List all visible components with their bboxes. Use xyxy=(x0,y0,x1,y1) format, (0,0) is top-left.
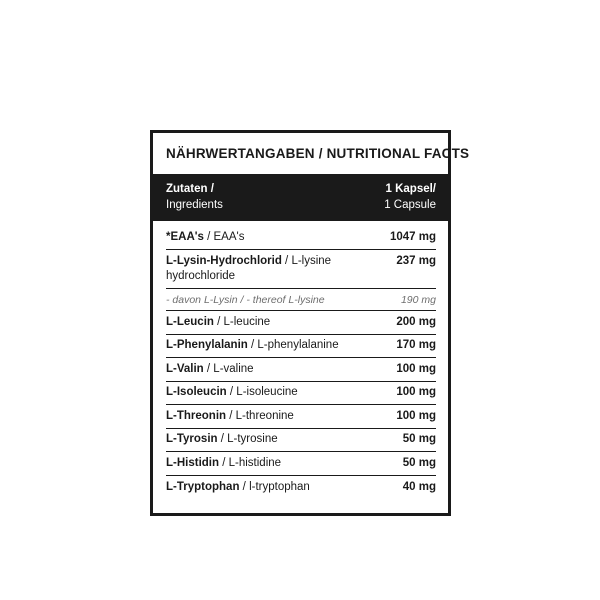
ingredient-name-separator: / xyxy=(203,231,214,244)
table-header xyxy=(153,174,448,222)
ingredient-name xyxy=(166,432,284,448)
ingredient-name-de: - davon L-Lysin xyxy=(166,293,238,306)
ingredient-name xyxy=(166,456,287,472)
ingredient-amount: 100 mg xyxy=(396,386,436,399)
table-row xyxy=(166,335,436,359)
ingredient-name-de: L-Tyrosin xyxy=(166,433,218,446)
ingredient-name-en: EAA's xyxy=(213,231,245,244)
ingredient-amount: 40 mg xyxy=(402,480,436,493)
ingredient-name xyxy=(166,254,396,285)
table-header-serving xyxy=(384,181,436,214)
ingredient-amount: 170 mg xyxy=(396,339,436,352)
ingredient-name-separator: / xyxy=(213,315,224,328)
ingredient-name-en: L-tyrosine xyxy=(227,433,278,446)
ingredient-amount: 100 mg xyxy=(396,362,436,375)
ingredient-name-separator: / xyxy=(247,339,258,352)
table-header-ingredients xyxy=(166,181,223,214)
ingredient-name-de: L-Threonin xyxy=(166,409,227,422)
table-row xyxy=(166,311,436,335)
ingredient-amount: 237 mg xyxy=(396,254,436,267)
ingredient-name-de: L-Valin xyxy=(166,362,204,375)
ingredient-amount: 1047 mg xyxy=(389,231,436,244)
table-row xyxy=(166,289,436,311)
ingredient-name-en: L-isoleucine xyxy=(236,386,298,399)
ingredient-name xyxy=(166,315,276,331)
table-row xyxy=(166,228,436,250)
table-row xyxy=(166,452,436,476)
ingredient-name-en: L-phenylalanine xyxy=(257,339,339,352)
page-title: NÄHRWERTANGABEN / NUTRITIONAL FACTS xyxy=(166,146,470,161)
ingredient-name xyxy=(166,293,331,307)
table-header-serving-en: 1 Capsule xyxy=(384,198,436,211)
nutrition-facts-panel xyxy=(150,130,470,516)
ingredient-name xyxy=(166,480,316,496)
ingredient-amount: 200 mg xyxy=(396,315,436,328)
ingredient-name-de: L-Histidin xyxy=(166,456,220,469)
table-header-ingredients-en: Ingredients xyxy=(166,198,223,211)
ingredient-name-de: L-Tryptophan xyxy=(166,480,240,493)
table-row xyxy=(166,476,436,499)
ingredient-name-separator: / xyxy=(237,293,247,306)
ingredient-amount: 100 mg xyxy=(396,409,436,422)
table-row xyxy=(166,405,436,429)
table-row xyxy=(166,429,436,453)
ingredient-name-de: L-Phenylalanin xyxy=(166,339,248,352)
ingredient-name xyxy=(166,338,345,354)
ingredient-name-en: - thereof L-lysine xyxy=(246,293,325,306)
ingredient-name-en: L-valine xyxy=(213,362,254,375)
ingredient-amount: 190 mg xyxy=(400,293,436,306)
table-row xyxy=(166,250,436,289)
ingredient-name xyxy=(166,409,300,425)
ingredient-name-separator: / xyxy=(219,456,229,469)
ingredient-name-separator: / xyxy=(217,433,228,446)
ingredient-name-en: L-threonine xyxy=(235,409,294,422)
ingredient-amount: 50 mg xyxy=(402,433,436,446)
ingredient-name-separator: / xyxy=(226,409,236,422)
table-header-serving-de: 1 Kapsel/ xyxy=(385,182,436,195)
ingredient-name-de: L-Leucin xyxy=(166,315,214,328)
ingredient-name-de: L-Lysin-Hydrochlorid xyxy=(166,254,282,267)
ingredient-name-de: L-Isoleucin xyxy=(166,386,227,399)
ingredient-name-en: L-leucine xyxy=(223,315,271,328)
table-row xyxy=(166,358,436,382)
ingredient-name xyxy=(166,230,250,246)
table-row xyxy=(166,382,436,406)
ingredient-name xyxy=(166,385,304,401)
ingredient-name-en: L-histidine xyxy=(228,456,282,469)
ingredient-name-separator: / xyxy=(226,386,237,399)
ingredient-name-de: *EAA's xyxy=(166,231,204,244)
ingredient-amount: 50 mg xyxy=(402,456,436,469)
ingredient-name-separator: / xyxy=(239,480,250,493)
ingredient-name-en: l-tryptophan xyxy=(249,480,310,493)
ingredient-name-en: L-lysine hydrochloride xyxy=(166,254,332,283)
table-header-ingredients-de: Zutaten / xyxy=(166,182,214,195)
ingredient-name-separator: / xyxy=(281,254,292,267)
ingredient-name-separator: / xyxy=(203,362,214,375)
ingredient-name xyxy=(166,362,260,378)
nutrition-table-body xyxy=(153,221,448,512)
